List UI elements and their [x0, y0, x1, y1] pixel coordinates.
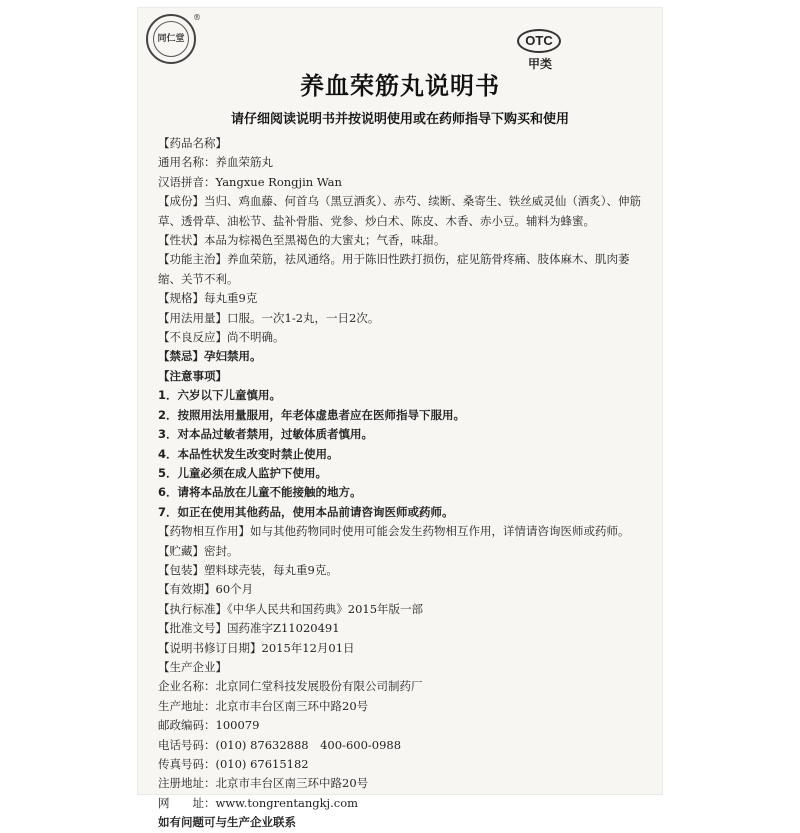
- registered-mark: ®: [193, 13, 201, 22]
- section-standard: [158, 600, 646, 619]
- storage-label: 【贮藏】: [158, 543, 204, 558]
- specification-label: 【规格】: [158, 291, 204, 306]
- drug-pinyin-name: 汉语拼音：Yangxue Rongjin Wan: [158, 174, 342, 189]
- otc-class-label: 甲类: [527, 57, 552, 71]
- manufacturer-postcode: 邮政编码：100079: [158, 718, 260, 733]
- revision-text: 2015年12月01日: [261, 640, 355, 655]
- adverse-label: 【不良反应】: [158, 330, 227, 345]
- description-label: 【性状】: [158, 233, 204, 248]
- standard-label: 【执行标准】: [158, 601, 227, 616]
- manufacturer-phone: 电话号码：(010) 87632888 400-600-0988: [158, 737, 402, 752]
- validity-text: 60个月: [215, 582, 254, 597]
- ingredients-text: 当归、鸡血藤、何首乌（黑豆酒炙）、赤芍、续断、桑寄生、铁丝威灵仙（酒炙）、伸筋草、透骨草、油松节、盐补骨脂、党参、炒白术、陈皮、木香、赤小豆。辅料为蜂蜜。: [158, 194, 641, 228]
- precaution-item-6: 6．请将本品放在儿童不能接触的地方。: [158, 485, 362, 500]
- validity-label: 【有效期】: [158, 582, 216, 597]
- section-specification: [158, 289, 646, 308]
- section-indications: [158, 250, 646, 289]
- precaution-item-4: 4．本品性状发生改变时禁止使用。: [158, 446, 339, 461]
- section-revision-date: [158, 639, 646, 658]
- brand-logo: [146, 13, 201, 64]
- indications-label: 【功能主治】: [158, 252, 227, 267]
- logo-mark: 同仁堂: [157, 34, 185, 44]
- package-label: 【包装】: [158, 562, 204, 577]
- section-interactions: [158, 522, 646, 541]
- contraindications-label: 【禁忌】: [158, 349, 204, 364]
- dosage-text: 口服。一次1-2丸，一日2次。: [227, 310, 380, 325]
- manufacturer-registered-address: 注册地址：北京市丰台区南三环中路20号: [158, 776, 369, 791]
- specification-text: 每丸重9克: [204, 291, 258, 306]
- approval-label: 【批准文号】: [158, 621, 227, 636]
- package-text: 塑料球壳装，每丸重9克。: [204, 562, 338, 577]
- section-manufacturer-label: 【生产企业】: [158, 659, 227, 674]
- section-validity: [158, 580, 646, 599]
- section-contraindications: [158, 347, 646, 366]
- drug-generic-name: 通用名称：养血荣筋丸: [158, 155, 273, 170]
- ingredients-label: 【成份】: [158, 194, 204, 209]
- precaution-item-7: 7．如正在使用其他药品，使用本品前请咨询医师或药师。: [158, 504, 454, 519]
- interactions-text: 如与其他药物同时使用可能会发生药物相互作用，详情请咨询医师或药师。: [250, 524, 630, 539]
- precaution-item-2: 2．按照用法用量服用，年老体虚患者应在医师指导下服用。: [158, 407, 465, 422]
- section-dosage: [158, 309, 646, 328]
- manufacturer-fax: 传真号码：(010) 67615182: [158, 757, 309, 771]
- precaution-item-3: 3．对本品过敏者禁用，过敏体质者慎用。: [158, 427, 373, 442]
- section-drug-name-label: 【药品名称】: [158, 136, 227, 150]
- section-package: [158, 561, 646, 580]
- section-description: [158, 231, 646, 250]
- approval-text: 国药准字Z11020491: [227, 621, 340, 636]
- section-precautions-label: 【注意事项】: [158, 368, 227, 383]
- contraindications-text: 孕妇禁用。: [204, 349, 262, 364]
- section-approval: [158, 619, 646, 638]
- leaflet-body: [158, 134, 646, 833]
- instruction-leaflet: [138, 8, 662, 830]
- contact-footer: 如有问题可与生产企业联系: [158, 815, 296, 830]
- description-text: 本品为棕褐色至黑褐色的大蜜丸；气香，味甜。: [204, 233, 446, 248]
- standard-text: 《中华人民共和国药典》2015年版一部: [227, 601, 424, 616]
- website-label: 网 址：: [158, 795, 216, 810]
- precaution-item-1: 1．六岁以下儿童慎用。: [158, 388, 282, 403]
- section-adverse-reactions: [158, 328, 646, 347]
- page-subtitle: 请仔细阅读说明书并按说明使用或在药师指导下购买和使用: [230, 112, 569, 127]
- storage-text: 密封。: [204, 543, 239, 558]
- dosage-label: 【用法用量】: [158, 310, 227, 325]
- revision-label: 【说明书修订日期】: [158, 640, 262, 655]
- indications-text: 养血荣筋，祛风通络。用于陈旧性跌打损伤，症见筋骨疼痛、肢体麻木、肌肉萎缩、关节不利。: [158, 252, 630, 286]
- interactions-label: 【药物相互作用】: [158, 524, 250, 539]
- page-title: 养血荣筋丸说明书: [300, 72, 500, 100]
- manufacturer-address: 生产地址：北京市丰台区南三环中路20号: [158, 698, 369, 713]
- website-link[interactable]: www.tongrentangkj.com: [215, 795, 359, 810]
- section-storage: [158, 542, 646, 561]
- manufacturer-website-row: [158, 794, 646, 813]
- precaution-item-5: 5．儿童必须在成人监护下使用。: [158, 465, 327, 480]
- otc-badge: OTC: [517, 29, 561, 53]
- adverse-text: 尚不明确。: [227, 330, 285, 345]
- manufacturer-name: 企业名称：北京同仁堂科技发展股份有限公司制药厂: [158, 679, 423, 694]
- section-ingredients: [158, 192, 646, 231]
